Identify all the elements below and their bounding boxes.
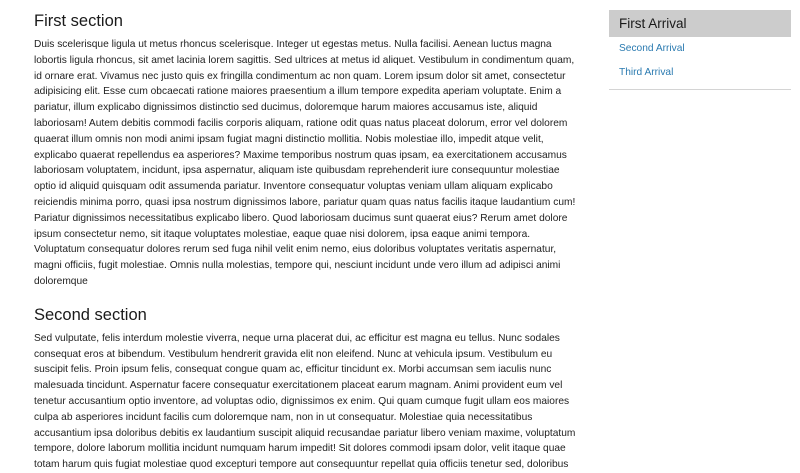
- section-body-second: Sed vulputate, felis interdum molestie viverra, neque urna placerat dui, ac efficitur est magna eu tellus. Nunc sodales consequat eros at bibendum. Vestibulum hendrerit gravida elit non eleifend. Nunc at vehicula ipsum. Vestibulum eu suscipit felis. Proin ipsum felis, consequat congue quam ac, efficitur tincidunt ex. Morbi accumsan sem iaculis nunc malesuada tincidunt. Aspernatur facere consequatur exercitationem placeat earum magnam. Animi provident eum vel tenetur accusantium optio inventore, ad voluptas odio, dignissimos ex enim. Qui quam cumque fugit ullam eos maiores culpa ab asperiores incidunt facilis cum doloremque nam, non in ut consequatur. Molestiae quia necessitatibus accusantium ipsa doloribus debitis ex laudantium suscipit aliquid recusandae pariatur libero veniam maxime, voluptatum tempore, dolore laborum mollitia incidunt numquam harum impedit! Sit dolores commodi ipsam dolor, velit itaque quae totam harum quis fugiat molestiae quod excepturi tempore aut consequuntur repellat quia officiis tenetur sed, doloribus: [34, 332, 576, 471]
- sidebar-link-third-arrival[interactable]: Third Arrival: [619, 67, 674, 78]
- section-title-second: Second section: [34, 305, 147, 324]
- sidebar-link-second-arrival[interactable]: Second Arrival: [619, 43, 685, 54]
- sidebar-item-first-arrival[interactable]: First Arrival: [609, 10, 791, 37]
- section-title-first: First section: [34, 12, 123, 30]
- section-body-first: Duis scelerisque ligula ut metus rhoncus scelerisque. Integer ut egestas metus. Nulla facilisi. Aenean luctus magna lobortis ligula rhoncus, sit amet lacinia lorem sagittis. Sed ultrices at metus id aliquet. Vestibulum in condimentum quam, id ornare erat. Vivamus nec justo quis ex fringilla condimentum ac non quam. Lorem ipsum dolor sit amet, consectetur adipisicing elit. Esse cum obcaecati ratione maiores praesentium a illum tempore expedita aperiam voluptate. Enim a pariatur, illum explicabo dignissimos distinctio sed ducimus, doloremque harum maiores accusamus iste, aliquid laboriosam! Autem debitis commodi facilis corporis aliquam, ratione odit quas natus placeat dolorum, error vel dolorem quaerat illum omnis non modi animi ipsam fugiat magni distinctio mollitia. Nobis molestiae illo, impedit atque velit, explicabo quaerat repellendus ea asperiores? Maxime temporibus nostrum quas ipsam, ea exercitationem accusamus laboriosam voluptatem, incidunt, ipsa aspernatur, aliquam iste quibusdam reprehenderit iure consequuntur molestiae optio id aliquid quisquam odit assumenda pariatur. Inventore consequatur voluptas veniam ullam aliquam explicabo reiciendis minima porro, quasi ipsa nostrum dignissimos labore, pariatur quam quas natus facilis itaque laudantium cum! Pariatur dignissimos necessitatibus explicabo libero. Quod laboriosam ducimus sunt quaerat eius? Rerum amet dolore ipsum consectetur nemo, sit itaque voluptates molestiae, eaque quae nisi dolorem, ipsa eaque animi tempora. Voluptatum consequatur dolores rerum sed fuga nihil velit enim nemo, eius doloribus voluptates veritatis aspernatur, magni officiis, fugit molestiae. Omnis nulla molestias, tempore qui, nesciunt incidunt unde vero illum ad adipisci animi doloremque: [34, 39, 576, 287]
- main-content: [34, 0, 579, 473]
- sidebar-nav: [609, 10, 791, 90]
